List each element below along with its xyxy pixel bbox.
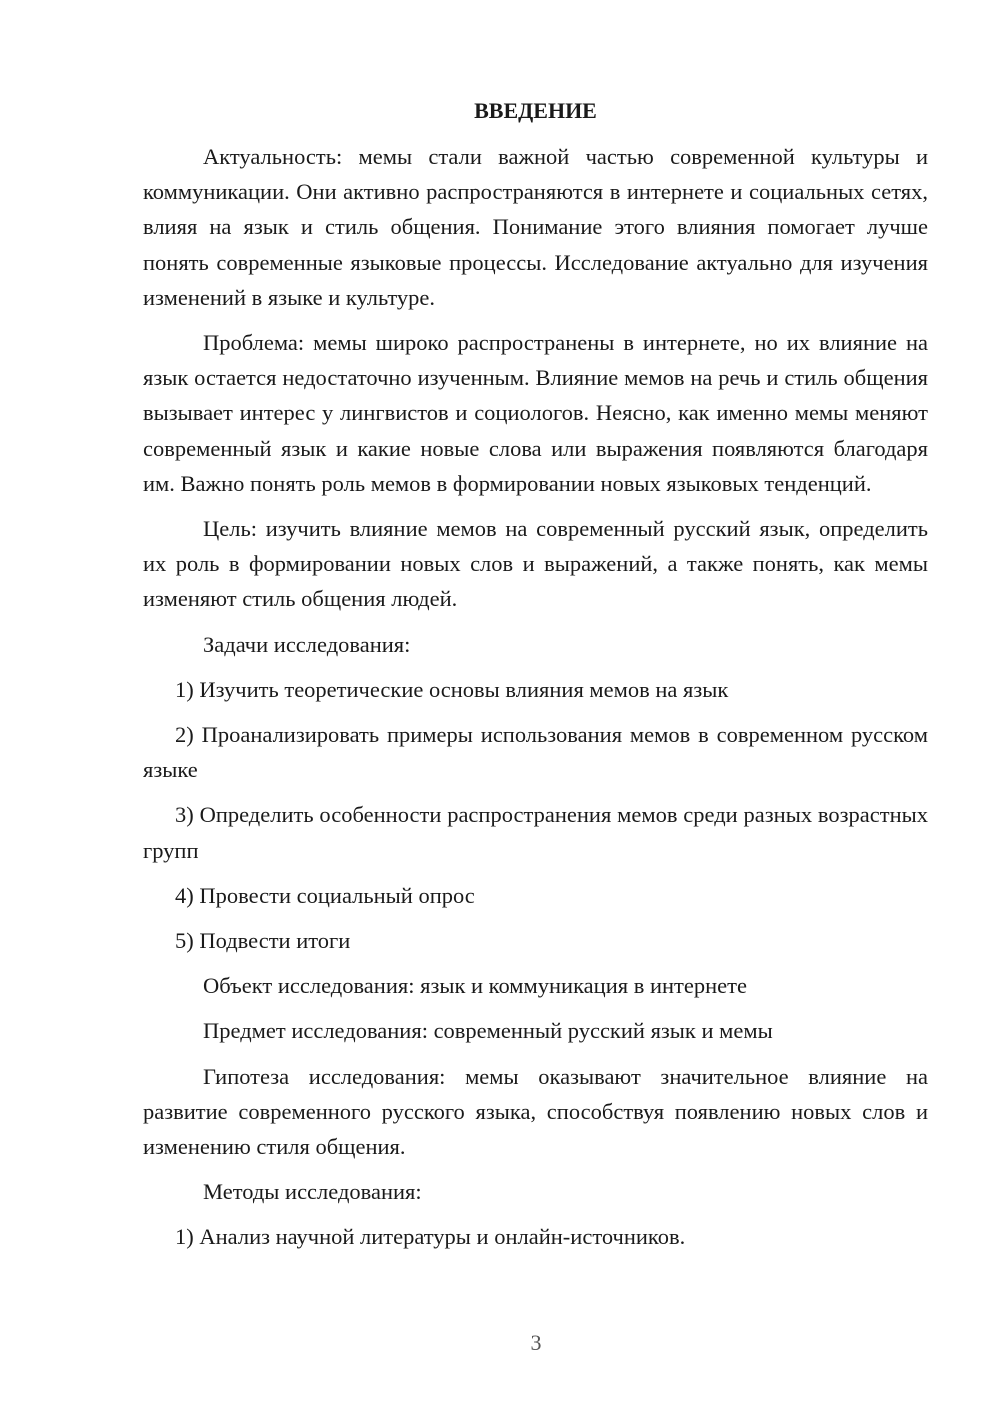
document-body <box>143 93 928 1265</box>
goal-paragraph: Цель: изучить влияние мемов на современный русский язык, определить их роль в формировании новых слов и выражений, а также понять, как мемы изменяют стиль общения людей. <box>143 516 928 612</box>
task-item-5: 5) Подвести итоги <box>175 928 351 954</box>
hypothesis-paragraph: Гипотеза исследования: мемы оказывают значительное влияние на развитие современного русского языка, способствуя появлению новых слов и изменению стиля общения. <box>143 1063 928 1160</box>
method-item-1: 1) Анализ научной литературы и онлайн-источников. <box>175 1224 686 1250</box>
task-item-4: 4) Провести социальный опрос <box>175 882 475 908</box>
research-subject: Предмет исследования: современный русский язык и мемы <box>203 1018 773 1044</box>
tasks-heading: Задачи исследования: <box>203 631 411 657</box>
research-object: Объект исследования: язык и коммуникация в интернете <box>203 973 747 999</box>
task-item-3: 3) Определить особенности распространения мемов среди разных возрастных групп <box>143 802 928 863</box>
section-title: ВВЕДЕНИЕ <box>474 98 597 123</box>
task-item-1: 1) Изучить теоретические основы влияния мемов на язык <box>175 676 729 702</box>
methods-heading: Методы исследования: <box>203 1179 422 1205</box>
problem-paragraph: Проблема: мемы широко распространены в интернете, но их влияние на язык остается недостаточно изученным. Влияние мемов на речь и стиль общения вызывает интерес у лингвистов и социологов. Неясно, как именно мемы меняют современный язык и какие новые слова или выражения появляются благодаря им. Важно понять роль мемов в формировании новых языковых тенденций. <box>143 330 928 496</box>
task-item-2: 2) Проанализировать примеры использования мемов в современном русском языке <box>143 722 928 783</box>
page-number: 3 <box>530 1330 542 1355</box>
actuality-paragraph: Актуальность: мемы стали важной частью современной культуры и коммуникации. Они активно распространяются в интернете и социальных сетях, влияя на язык и стиль общения. Понимание этого влияния помогает лучше понять современные языковые процессы. Исследование актуально для изучения изменений в языке и культуре. <box>143 144 928 310</box>
